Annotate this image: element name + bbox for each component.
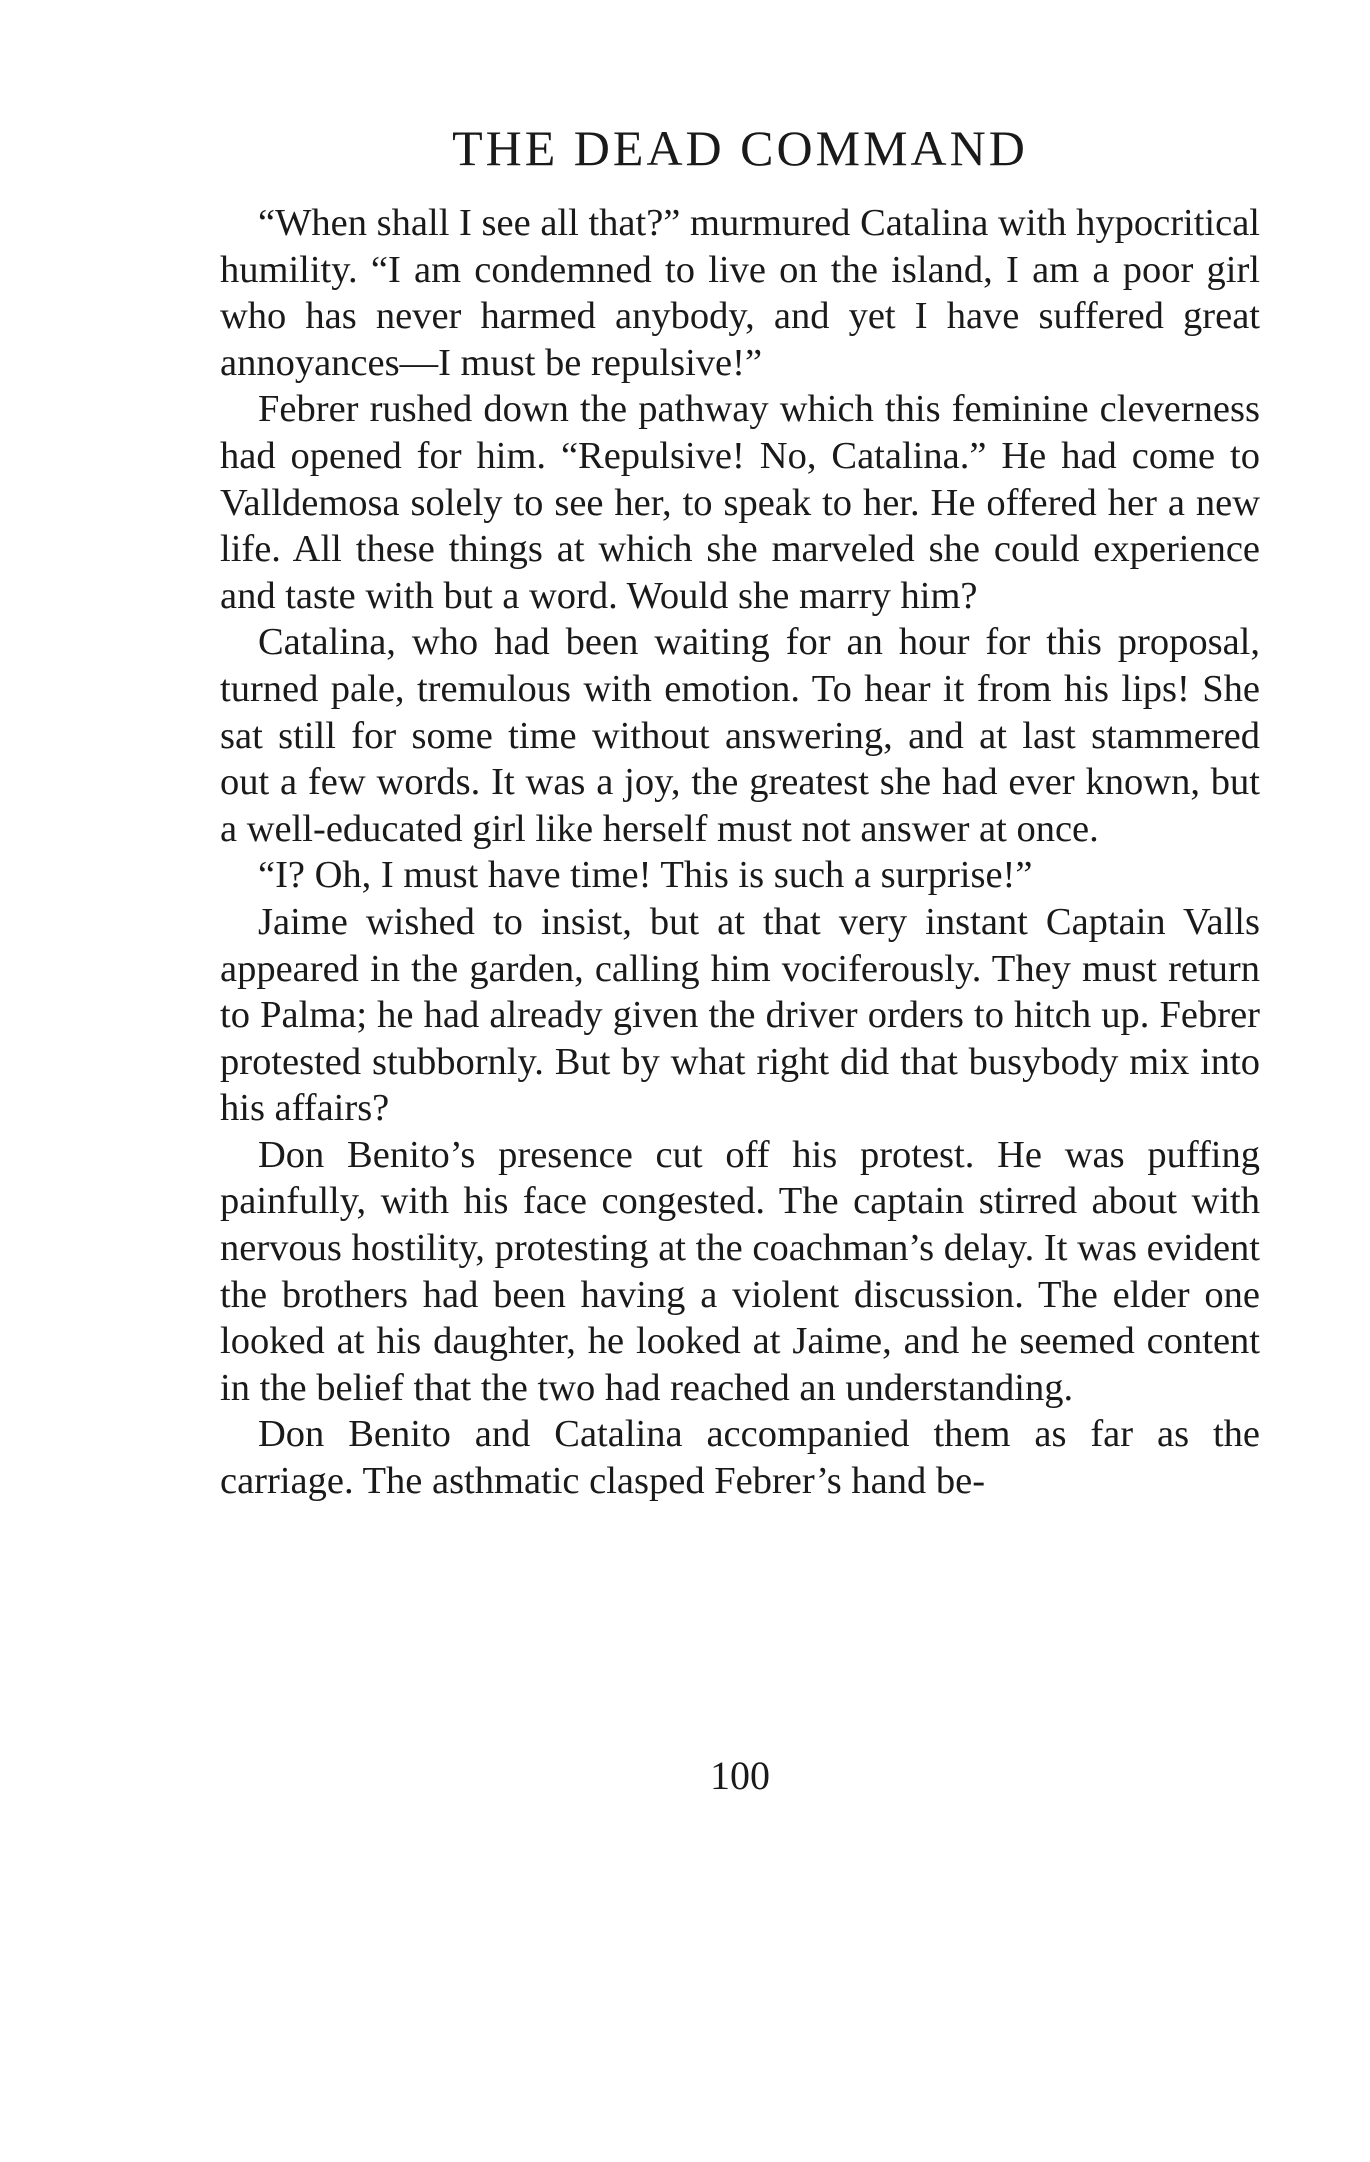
page-number: 100: [710, 1753, 770, 1798]
paragraph: Catalina, who had been waiting for an hour for this proposal, turned pale, tremulous with emotion. To hear it from his lips! She sat still for some time without answering, and at last stammered out a few words. It was a joy, the greatest she had ever known, but a well-educated girl like herself must not answer at once.: [220, 621, 1260, 850]
paragraph: Don Benito and Catalina accompanied them as far as the carriage. The asthmatic clasped Febrer’s hand be-: [220, 1413, 1260, 1503]
paragraph: Don Benito’s presence cut off his protest. He was puffing painfully, with his face congested. The captain stirred about with nervous hostility, protesting at the coachman’s delay. It was evident the brothers had been having a violent discussion. The elder one looked at his daughter, he looked at Jaime, and he seemed content in the belief that the two had reached an understanding.: [220, 1133, 1260, 1409]
paragraph: “I? Oh, I must have time! This is such a surprise!”: [258, 854, 1033, 897]
paragraph: Jaime wished to insist, but at that very instant Captain Valls appeared in the garden, calling him vociferously. They must return to Palma; he had already given the driver orders to hitch up. Febrer protested stubbornly. But by what right did that busybody mix into his affairs?: [220, 900, 1260, 1130]
paragraph: Febrer rushed down the pathway which this feminine cleverness had opened for him. “Repulsive! No, Catalina.” He had come to Valldemosa solely to see her, to speak to her. He offered her a new life. All these things at which she marveled she could experience and taste with but a word. Would she marry him?: [220, 388, 1260, 617]
body-text: [220, 200, 1260, 1505]
paragraph: “When shall I see all that?” murmured Catalina with hypocritical humility. “I am condemned to live on the island, I am a poor girl who has never harmed anybody, and yet I have suffered great annoyances—I must be repulsive!”: [220, 202, 1260, 384]
running-head: THE DEAD COMMAND: [452, 120, 1028, 176]
